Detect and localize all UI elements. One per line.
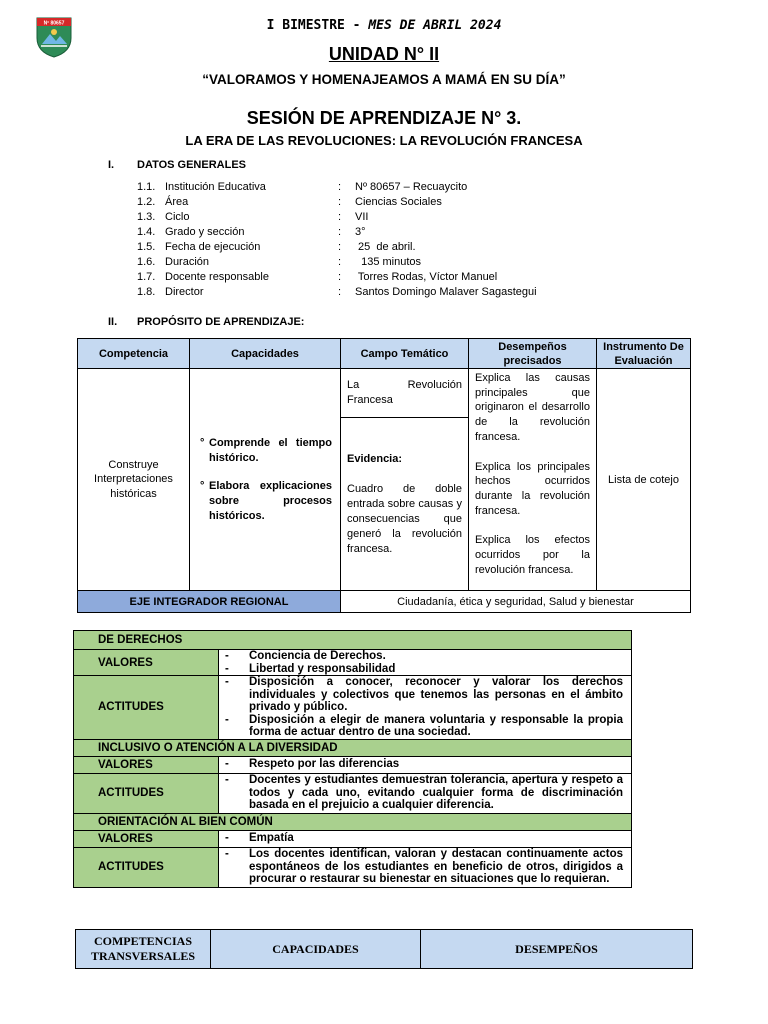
- table-row: [74, 847, 632, 887]
- list-item: [219, 676, 631, 714]
- item-text: Libertad y responsabilidad: [249, 662, 396, 675]
- list-item: [219, 714, 631, 739]
- approach-title: INCLUSIVO O ATENCIÓN A LA DIVERSIDAD: [74, 739, 632, 756]
- actitudes-label: ACTITUDES: [74, 773, 219, 813]
- row-value: 25 de abril.: [355, 241, 416, 253]
- list-item: [219, 663, 631, 676]
- row-value: VII: [355, 211, 369, 223]
- learning-purpose-table: [77, 338, 691, 613]
- transversal-competencies-table: [75, 929, 693, 969]
- unit-title: UNIDAD N° II: [328, 44, 440, 64]
- row-label: Fecha de ejecución: [165, 241, 261, 253]
- bimester-label: I BIMESTRE -: [266, 18, 369, 33]
- item-text: Docentes y estudiantes demuestran tolerancia, apertura y respeto a todos y cada uno, evitando cualquier forma de discriminación basada en el prejuicio a cualquier diferencia.: [249, 774, 623, 812]
- list-item: [219, 832, 631, 845]
- row-label: Institución Educativa: [165, 181, 266, 193]
- session-title: SESIÓN DE APRENDIZAJE N° 3.: [246, 108, 522, 128]
- row-number: 1.8.: [137, 286, 156, 298]
- actitudes-cell: [219, 773, 632, 813]
- col-header-competencia: Competencia: [78, 339, 190, 369]
- actitudes-cell: [219, 847, 632, 887]
- valores-cell: [219, 650, 632, 676]
- row-value: 3°: [355, 226, 366, 238]
- approach-title: ORIENTACIÓN AL BIEN COMÚN: [74, 813, 632, 830]
- item-text: Los docentes identifican, valoran y destacan continuamente actos espontáneos de los estudiantes en beneficio de otros, dirigidos a procurar o restaurar su bienestar en situaciones que lo requieran.: [249, 848, 623, 886]
- capacity-text: Elabora explicaciones sobre procesos históricos.: [209, 479, 332, 522]
- actitudes-label: ACTITUDES: [74, 676, 219, 740]
- general-data-row: [137, 225, 567, 240]
- section-2-number: II.: [108, 316, 118, 328]
- row-value: Torres Rodas, Víctor Manuel: [355, 271, 498, 283]
- eje-label: EJE INTEGRADOR REGIONAL: [78, 591, 341, 613]
- eje-value: Ciudadanía, ética y seguridad, Salud y bienestar: [341, 591, 691, 613]
- capacity-item: [200, 436, 332, 466]
- cell-capacidades: [190, 369, 341, 591]
- colon: :: [338, 211, 342, 223]
- item-text: Empatía: [249, 832, 294, 845]
- approach-header-row: [74, 813, 632, 830]
- col-header-competencias-transversales: COMPETENCIAS TRANSVERSALES: [76, 930, 211, 969]
- general-data-row: [137, 195, 567, 210]
- section-2-title: PROPÓSITO DE APRENDIZAJE:: [137, 316, 305, 328]
- cell-instrumento: Lista de cotejo: [597, 369, 691, 591]
- col-header-desempenos: Desempeños precisados: [469, 339, 597, 369]
- general-data-row: [137, 240, 567, 255]
- row-number: 1.2.: [137, 196, 156, 208]
- approaches-table: [73, 630, 632, 888]
- table-row: [74, 756, 632, 773]
- dash-marker: -: [225, 676, 229, 688]
- list-item: [219, 650, 631, 663]
- table-row: [74, 830, 632, 847]
- valores-cell: [219, 756, 632, 773]
- valores-label: VALORES: [74, 650, 219, 676]
- list-item: [219, 758, 631, 771]
- valores-label: VALORES: [74, 830, 219, 847]
- cell-desempenos: [469, 369, 597, 591]
- dash-marker: -: [225, 713, 229, 726]
- row-label: Director: [165, 286, 204, 298]
- row-number: 1.3.: [137, 211, 156, 223]
- colon: :: [338, 256, 342, 268]
- capacity-text: Comprende el tiempo histórico.: [209, 436, 332, 464]
- colon: :: [338, 196, 342, 208]
- dash-marker: -: [225, 848, 229, 861]
- session-topic: LA ERA DE LAS REVOLUCIONES: LA REVOLUCIÓN FRANCESA: [185, 133, 583, 148]
- table-header-row: [76, 930, 693, 969]
- row-value: Nº 80657 – Recuaycito: [355, 181, 468, 193]
- bullet-icon: °: [200, 479, 205, 492]
- table-row: [74, 650, 632, 676]
- table-row: [78, 591, 691, 613]
- row-number: 1.7.: [137, 271, 156, 283]
- table-row: [74, 676, 632, 740]
- general-data-row: [137, 210, 567, 225]
- col-header-capacidades: CAPACIDADES: [211, 930, 421, 969]
- bimester-header: [0, 18, 768, 33]
- section-1-number: I.: [108, 159, 115, 171]
- valores-label: VALORES: [74, 756, 219, 773]
- table-header-row: [78, 339, 691, 369]
- row-number: 1.5.: [137, 241, 156, 253]
- cell-competencia: Construye Interpretaciones históricas: [78, 369, 190, 591]
- month-label: MES DE ABRIL 2024: [368, 18, 502, 33]
- evidence-label: Evidencia:: [347, 452, 403, 465]
- row-number: 1.6.: [137, 256, 156, 268]
- row-label: Docente responsable: [165, 271, 269, 283]
- item-text: Respeto por las diferencias: [249, 758, 400, 771]
- dash-marker: -: [225, 758, 229, 771]
- colon: :: [338, 271, 342, 283]
- performance-item: Explica los efectos ocurridos por la revolución francesa.: [475, 534, 590, 576]
- table-row: [74, 773, 632, 813]
- colon: :: [338, 226, 342, 238]
- col-header-campo: Campo Temático: [341, 339, 469, 369]
- colon: :: [338, 286, 342, 298]
- actitudes-cell: [219, 676, 632, 740]
- list-item: [219, 848, 631, 886]
- actitudes-label: ACTITUDES: [74, 847, 219, 887]
- performance-item: Explica los principales hechos ocurridos durante la revolución francesa.: [475, 460, 590, 517]
- general-data-list: [137, 180, 567, 300]
- col-header-desempenos: DESEMPEÑOS: [421, 930, 693, 969]
- unit-motto: “VALORAMOS Y HOMENAJEAMOS A MAMÁ EN SU DÍA”: [202, 72, 566, 87]
- general-data-row: [137, 180, 567, 195]
- row-number: 1.1.: [137, 181, 156, 193]
- row-label: Grado y sección: [165, 226, 245, 238]
- col-header-instrumento: Instrumento De Evaluación: [597, 339, 691, 369]
- dash-marker: -: [225, 774, 229, 787]
- cell-evidencia: [341, 418, 469, 591]
- item-text: Disposición a elegir de manera voluntaria y responsable la propia forma de actuar dentro de una sociedad.: [249, 713, 623, 738]
- general-data-row: [137, 285, 567, 300]
- approach-title: DE DERECHOS: [74, 631, 632, 650]
- item-text: Conciencia de Derechos.: [249, 650, 386, 662]
- row-number: 1.4.: [137, 226, 156, 238]
- row-value: 135 minutos: [355, 256, 422, 268]
- col-header-capacidades: Capacidades: [190, 339, 341, 369]
- row-value: Ciencias Sociales: [355, 196, 442, 208]
- general-data-row: [137, 270, 567, 285]
- logo-caption: Nº 80657: [43, 20, 65, 27]
- section-1-title: DATOS GENERALES: [137, 159, 246, 171]
- performance-item: Explica las causas principales que originaron el desarrollo de la revolución francesa.: [475, 372, 590, 443]
- capacity-item: [200, 479, 332, 524]
- row-label: Duración: [165, 256, 210, 268]
- dash-marker: -: [225, 662, 229, 675]
- approach-header-row: [74, 631, 632, 650]
- colon: :: [338, 181, 342, 193]
- cell-campo: La Revolución Francesa: [341, 369, 469, 418]
- row-label: Área: [165, 196, 189, 208]
- colon: :: [338, 241, 342, 253]
- valores-cell: [219, 830, 632, 847]
- bullet-icon: °: [200, 436, 205, 449]
- row-value: Santos Domingo Malaver Sagastegui: [355, 286, 537, 298]
- list-item: [219, 774, 631, 812]
- dash-marker: -: [225, 832, 229, 845]
- item-text: Disposición a conocer, reconocer y valorar los derechos individuales y colectivos que tenemos las personas en el ámbito privado y público.: [249, 676, 623, 713]
- row-label: Ciclo: [165, 211, 190, 223]
- approach-header-row: [74, 739, 632, 756]
- dash-marker: -: [225, 650, 229, 662]
- general-data-row: [137, 255, 567, 270]
- evidence-text: Cuadro de doble entrada sobre causas y consecuencias que generó la revolución francesa.: [347, 482, 462, 555]
- table-row: [78, 369, 691, 418]
